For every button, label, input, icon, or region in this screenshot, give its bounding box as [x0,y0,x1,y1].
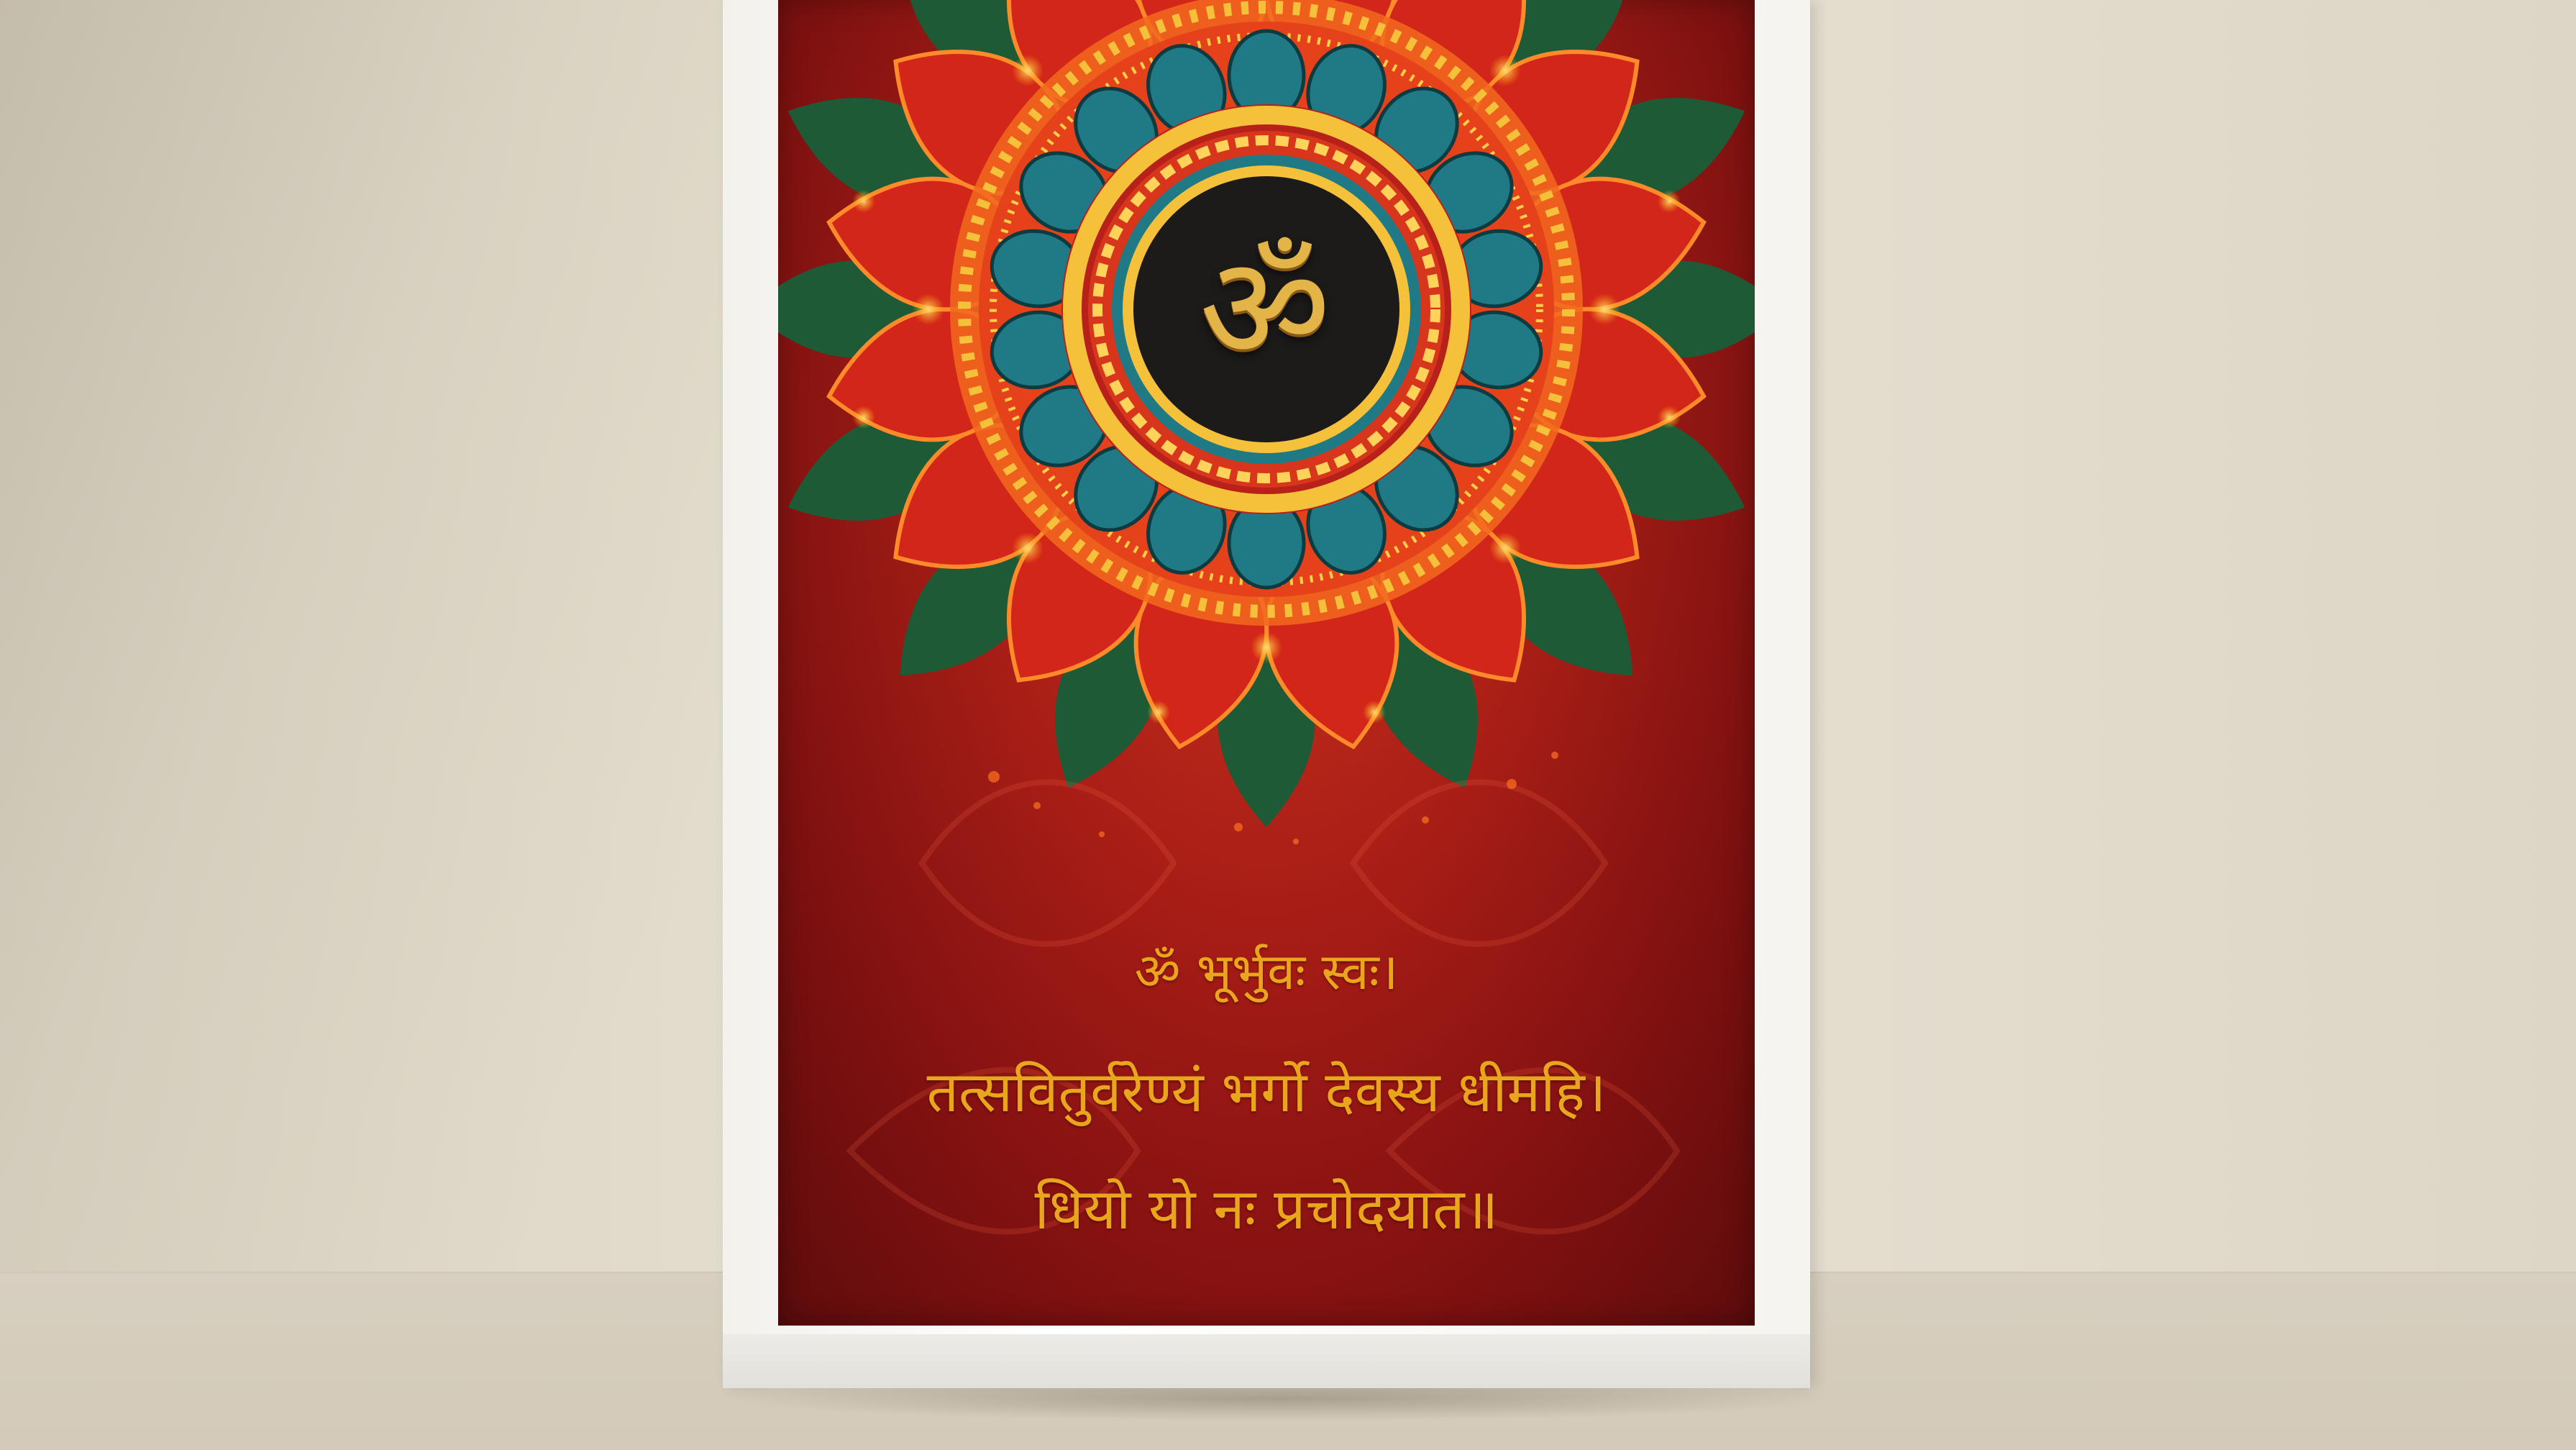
mantra-line-3: धियो यो नः प्रचोदयात॥ [1034,1177,1499,1242]
mantra-line-1: ॐ भूर्भुवः स्वः। [1134,942,1399,1001]
mantra-line-2: तत्सवितुर्वरेण्यं भर्गो देवस्य धीमहि। [926,1060,1607,1125]
om-icon: ॐ [1199,225,1331,393]
wall-shadow [0,0,791,1280]
